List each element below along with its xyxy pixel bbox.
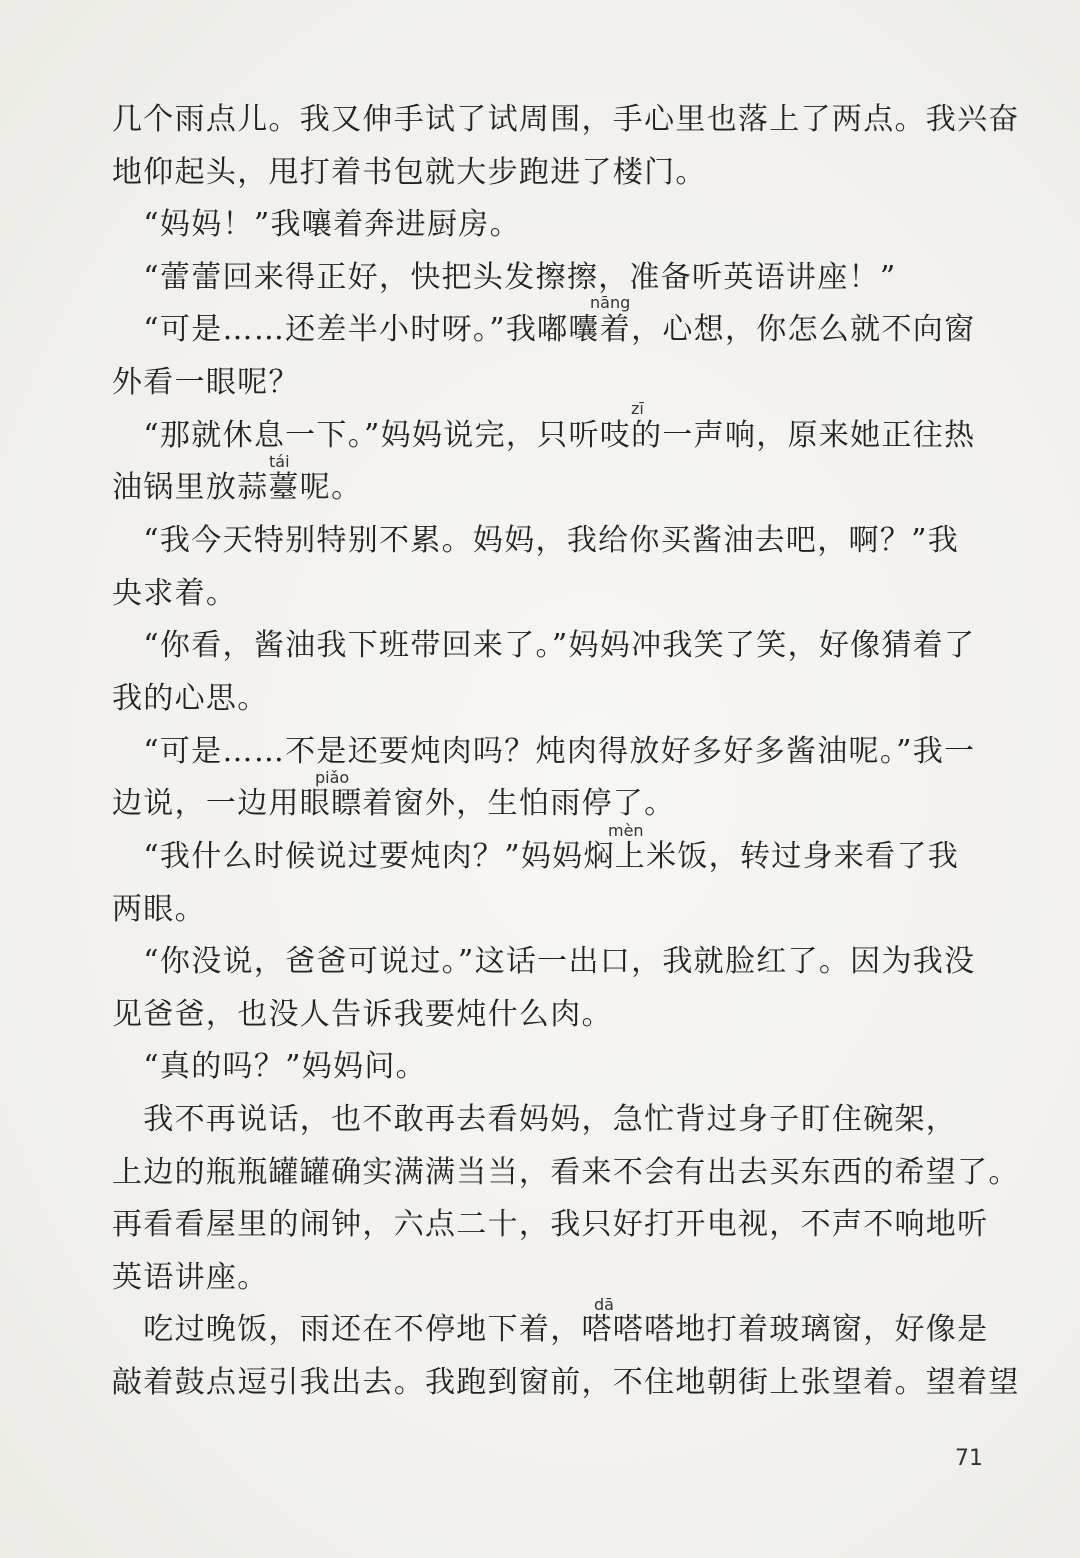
text-line: 外看一眼呢？ [112, 365, 300, 400]
text-line: 两眼。 [112, 892, 206, 927]
pinyin-annotation-tai: tái [269, 452, 290, 471]
text-line: 英语讲座。 [112, 1260, 269, 1295]
text-line: 见爸爸，也没人告诉我要炖什么肉。 [112, 997, 613, 1032]
text-line: “蕾蕾回来得正好，快把头发擦擦，准备听英语讲座！” [112, 260, 897, 295]
page-number: 71 [955, 1446, 983, 1471]
pinyin-annotation-men: mèn [608, 821, 644, 840]
text-line: 我的心思。 [112, 681, 269, 716]
pinyin-annotation-da: dā [594, 1295, 614, 1314]
text-line: 吃过晚饭，雨还在不停地下着，嗒嗒嗒地打着玻璃窗，好像是 [112, 1312, 989, 1347]
text-line: “那就休息一下。”妈妈说完，只听吱的一声响，原来她正往热 [112, 418, 976, 453]
pinyin-annotation-zi: zī [631, 399, 644, 418]
text-line: 上边的瓶瓶罐罐确实满满当当，看来不会有出去买东西的希望了。 [112, 1155, 1020, 1190]
text-line: 央求着。 [112, 576, 238, 611]
text-line: “真的吗？”妈妈问。 [112, 1049, 427, 1084]
text-line: 边说，一边用眼瞟着窗外，生怕雨停了。 [112, 786, 676, 821]
text-line: 敲着鼓点逗引我出去。我跑到窗前，不住地朝街上张望着。望着望 [112, 1365, 1020, 1400]
text-line: “妈妈！”我嚷着奔进厨房。 [112, 207, 521, 242]
text-line: 再看看屋里的闹钟，六点二十，我只好打开电视，不声不响地听 [112, 1207, 989, 1242]
text-line: “可是……不是还要炖肉吗？炖肉得放好多好多酱油呢。”我一 [112, 734, 976, 769]
text-line: 油锅里放蒜薹呢。 [112, 470, 363, 505]
text-line: “你没说，爸爸可说过。”这话一出口，我就脸红了。因为我没 [112, 944, 976, 979]
text-line: 地仰起头，甩打着书包就大步跑进了楼门。 [112, 155, 707, 190]
text-line: 几个雨点儿。我又伸手试了试周围，手心里也落上了两点。我兴奋 [112, 102, 1020, 137]
pinyin-annotation-piao: piǎo [315, 768, 350, 787]
text-line: 我不再说话，也不敢再去看妈妈，急忙背过身子盯住碗架， [112, 1102, 958, 1137]
text-line: “可是……还差半小时呀。”我嘟囔着，心想，你怎么就不向窗 [112, 312, 976, 347]
text-line: “我什么时候说过要炖肉？”妈妈焖上米饭，转过身来看了我 [112, 839, 960, 874]
text-line: “我今天特别特别不累。妈妈，我给你买酱油去吧，啊？”我 [112, 523, 960, 558]
text-line: “你看，酱油我下班带回来了。”妈妈冲我笑了笑，好像猜着了 [112, 628, 976, 663]
pinyin-annotation-nang: nāng [590, 293, 631, 312]
